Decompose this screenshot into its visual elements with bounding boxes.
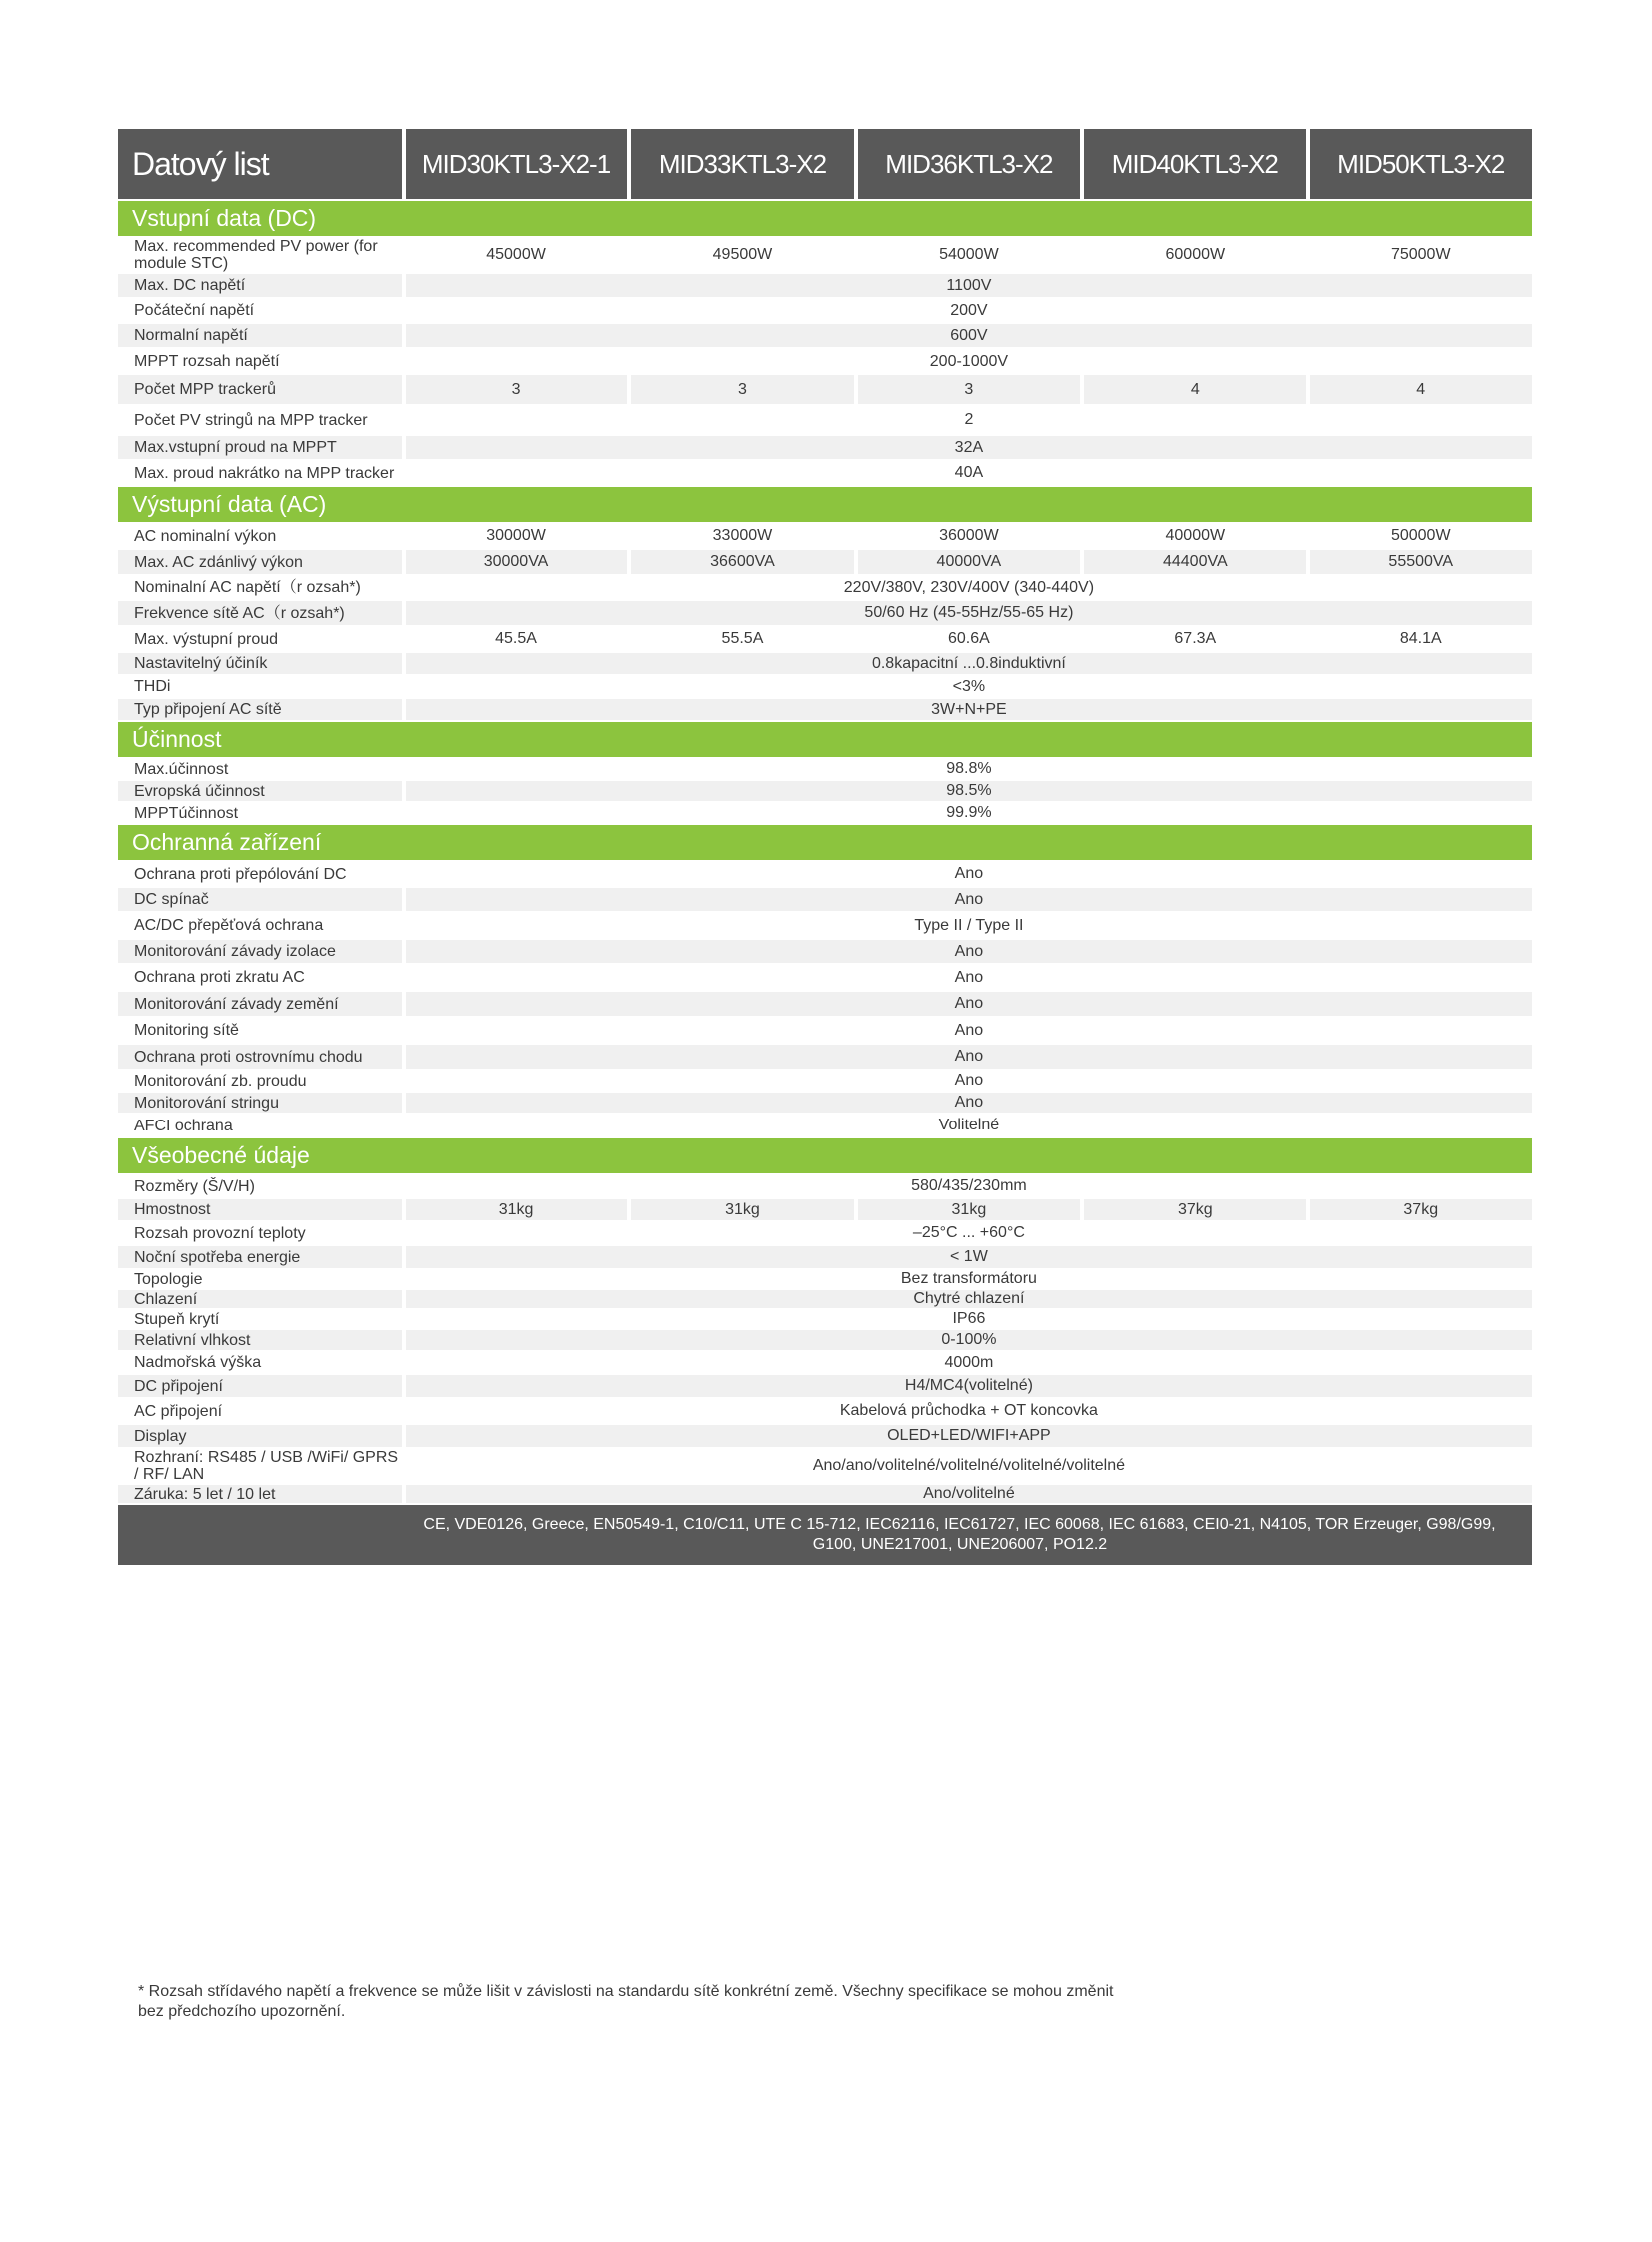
spec-value: 31kg [858,1199,1080,1220]
spec-label: Typ připojení AC sítě [118,699,402,720]
spec-value: 200V [406,299,1532,322]
spec-value: Volitelné [406,1115,1532,1136]
section-title: Výstupní data (AC) [118,487,1532,522]
spec-value: 4000m [406,1352,1532,1373]
spec-row [118,913,1532,938]
spec-value: 49500W [631,238,853,272]
spec-value: 37kg [1084,1199,1305,1220]
model-header: MID33KTL3-X2 [631,129,853,199]
spec-value: 0.8kapacitní ...0.8induktivní [406,653,1532,674]
spec-row [118,601,1532,625]
spec-row [118,550,1532,574]
spec-row [118,1330,1532,1350]
certifications-row [118,1505,1532,1565]
spec-row [118,238,1532,272]
spec-value: 55500VA [1310,550,1532,574]
section-header-row [118,1138,1532,1173]
spec-value: 67.3A [1084,627,1305,651]
spec-value: 45000W [406,238,627,272]
spec-value: 50/60 Hz (45-55Hz/55-65 Hz) [406,601,1532,625]
spec-row [118,461,1532,485]
spec-value: Ano/ano/volitelné/volitelné/volitelné/volitelné [406,1449,1532,1483]
spec-row [118,1485,1532,1503]
spec-row [118,524,1532,548]
spec-row [118,1375,1532,1397]
spec-value: <3% [406,676,1532,697]
spec-label: Ochrana proti ostrovnímu chodu [118,1045,402,1069]
spec-label: AC nominalní výkon [118,524,402,548]
spec-value: Ano [406,862,1532,886]
spec-label: AC připojení [118,1399,402,1423]
spec-value: OLED+LED/WIFI+APP [406,1425,1532,1447]
spec-value: 31kg [406,1199,627,1220]
spec-row [118,1175,1532,1197]
spec-row [118,1399,1532,1423]
spec-value: 60000W [1084,238,1305,272]
spec-label: Frekvence sítě AC（r ozsah*) [118,601,402,625]
spec-row [118,1246,1532,1268]
spec-label: Ochrana proti přepólování DC [118,862,402,886]
spec-value: Ano [406,1071,1532,1091]
spec-label: Rozhraní: RS485 / USB /WiFi/ GPRS / RF/ LAN [118,1449,402,1483]
spec-label: Počet MPP trackerů [118,375,402,404]
spec-value: 75000W [1310,238,1532,272]
spec-value: IP66 [406,1310,1532,1328]
section-header-row [118,487,1532,522]
spec-value: Kabelová průchodka + OT koncovka [406,1399,1532,1423]
spec-row [118,1310,1532,1328]
spec-value: 4 [1310,375,1532,404]
spec-value: 4 [1084,375,1305,404]
spec-value: 3 [858,375,1080,404]
spec-value: 40000VA [858,550,1080,574]
spec-label: Max. výstupní proud [118,627,402,651]
spec-value: Chytré chlazení [406,1290,1532,1308]
spec-label: Rozměry (Š/V/H) [118,1175,402,1197]
spec-value: 32A [406,436,1532,459]
spec-label: Evropská účinnost [118,781,402,801]
spec-row [118,1425,1532,1447]
spec-row [118,1352,1532,1373]
spec-row [118,274,1532,297]
spec-row [118,1018,1532,1043]
sheet-title: Datový list [118,129,402,199]
spec-label: Monitorování závady zemění [118,992,402,1016]
section-title: Účinnost [118,722,1532,757]
spec-row [118,1290,1532,1308]
spec-label: MPPT rozsah napětí [118,349,402,374]
spec-row [118,1222,1532,1244]
spec-row [118,653,1532,674]
spec-value: 2 [406,406,1532,434]
spec-value: 98.5% [406,781,1532,801]
spec-label: Topologie [118,1270,402,1288]
spec-label: Nominalní AC napětí（r ozsah*) [118,576,402,599]
spec-label: DC připojení [118,1375,402,1397]
spec-row [118,436,1532,459]
spec-value: Type II / Type II [406,913,1532,938]
spec-row [118,1115,1532,1136]
spec-row [118,627,1532,651]
spec-value: Bez transformátoru [406,1270,1532,1288]
spec-label: Max. AC zdánlivý výkon [118,550,402,574]
spec-value: 33000W [631,524,853,548]
spec-value: Ano/volitelné [406,1485,1532,1503]
spec-label: Monitorování závady izolace [118,940,402,963]
spec-row [118,803,1532,823]
spec-label: AC/DC přepěťová ochrana [118,913,402,938]
spec-row [118,759,1532,779]
spec-value: 84.1A [1310,627,1532,651]
spec-row [118,576,1532,599]
spec-value: Ano [406,965,1532,990]
spec-label: DC spínač [118,888,402,911]
spec-row [118,406,1532,434]
spec-row [118,299,1532,322]
spec-label: Max. DC napětí [118,274,402,297]
spec-label: THDi [118,676,402,697]
spec-value: 99.9% [406,803,1532,823]
spec-value: 37kg [1310,1199,1532,1220]
spec-value: 3 [406,375,627,404]
section-title: Všeobecné údaje [118,1138,1532,1173]
spec-label: Max. recommended PV power (for module STC) [118,238,402,272]
spec-label: Monitorování stringu [118,1093,402,1113]
spec-label: Rozsah provozní teploty [118,1222,402,1244]
spec-value: 55.5A [631,627,853,651]
spec-row [118,965,1532,990]
spec-label: Max. proud nakrátko na MPP tracker [118,461,402,485]
spec-label: Display [118,1425,402,1447]
spec-row [118,1093,1532,1113]
section-header-row [118,825,1532,860]
spec-label: Záruka: 5 let / 10 let [118,1485,402,1503]
datasheet [118,127,1540,1567]
spec-label: Max.vstupní proud na MPPT [118,436,402,459]
section-header-row [118,722,1532,757]
spec-row [118,349,1532,374]
spec-label: Monitoring sítě [118,1018,402,1043]
spec-value: Ano [406,888,1532,911]
spec-value: Ano [406,1045,1532,1069]
section-title: Vstupní data (DC) [118,201,1532,236]
spec-value: 3W+N+PE [406,699,1532,720]
model-header: MID36KTL3-X2 [858,129,1080,199]
spec-value: 50000W [1310,524,1532,548]
spec-label: Stupeň krytí [118,1310,402,1328]
spec-label: MPPTúčinnost [118,803,402,823]
spec-label: Počáteční napětí [118,299,402,322]
spec-value: < 1W [406,1246,1532,1268]
spec-value: 54000W [858,238,1080,272]
spec-value: 60.6A [858,627,1080,651]
spec-value: 600V [406,324,1532,347]
spec-row [118,940,1532,963]
spec-row [118,992,1532,1016]
spec-row [118,676,1532,697]
model-header: MID30KTL3-X2-1 [406,129,627,199]
spec-label: Normalní napětí [118,324,402,347]
spec-value: 40000W [1084,524,1305,548]
header-row [118,129,1532,199]
spec-value: Ano [406,992,1532,1016]
section-header-row [118,201,1532,236]
spec-value: 580/435/230mm [406,1175,1532,1197]
spec-row [118,781,1532,801]
spec-label: Ochrana proti zkratu AC [118,965,402,990]
spec-value: 30000W [406,524,627,548]
spec-label: Nastavitelný účiník [118,653,402,674]
model-header: MID50KTL3-X2 [1310,129,1532,199]
spec-value: H4/MC4(volitelné) [406,1375,1532,1397]
spec-label: AFCI ochrana [118,1115,402,1136]
spec-value: Ano [406,1093,1532,1113]
spec-label: Počet PV stringů na MPP tracker [118,406,402,434]
spec-value: 200-1000V [406,349,1532,374]
spec-value: 220V/380V, 230V/400V (340-440V) [406,576,1532,599]
spec-row [118,375,1532,404]
spec-value: 36600VA [631,550,853,574]
spec-value: 31kg [631,1199,853,1220]
spec-label: Nadmořská výška [118,1352,402,1373]
spec-value: 45.5A [406,627,627,651]
spec-label: Chlazení [118,1290,402,1308]
spec-value: 30000VA [406,550,627,574]
spec-value: 0-100% [406,1330,1532,1350]
spec-row [118,862,1532,886]
certifications: CE, VDE0126, Greece, EN50549-1, C10/C11, UTE C 15-712, IEC62116, IEC61727, IEC 60068, IEC 61683, CEI0-21, N4105, TOR Erzeuger, G98/G99, G100, UNE217001, UNE206007, PO12.2 [118,1505,1532,1565]
spec-row [118,324,1532,347]
spec-label: Hmostnost [118,1199,402,1220]
spec-value: 36000W [858,524,1080,548]
spec-value: 98.8% [406,759,1532,779]
spec-row [118,888,1532,911]
spec-body [118,201,1532,1503]
spec-value: 40A [406,461,1532,485]
section-title: Ochranná zařízení [118,825,1532,860]
spec-row [118,1071,1532,1091]
spec-label: Max.účinnost [118,759,402,779]
spec-value: 3 [631,375,853,404]
spec-row [118,1449,1532,1483]
spec-value: Ano [406,940,1532,963]
spec-row [118,699,1532,720]
spec-row [118,1270,1532,1288]
spec-label: Monitorování zb. proudu [118,1071,402,1091]
spec-row [118,1045,1532,1069]
model-header: MID40KTL3-X2 [1084,129,1305,199]
spec-value: 1100V [406,274,1532,297]
footnote: * Rozsah střídavého napětí a frekvence se může lišit v závislosti na standardu sítě konkrétní země. Všechny specifikace se mohou změnit bez předchozího upozornění. [138,1983,1114,2020]
spec-row [118,1199,1532,1220]
spec-label: Relativní vlhkost [118,1330,402,1350]
spec-value: –25°C ... +60°C [406,1222,1532,1244]
spec-value: 44400VA [1084,550,1305,574]
spec-value: Ano [406,1018,1532,1043]
spec-label: Noční spotřeba energie [118,1246,402,1268]
spec-table [114,127,1536,1567]
